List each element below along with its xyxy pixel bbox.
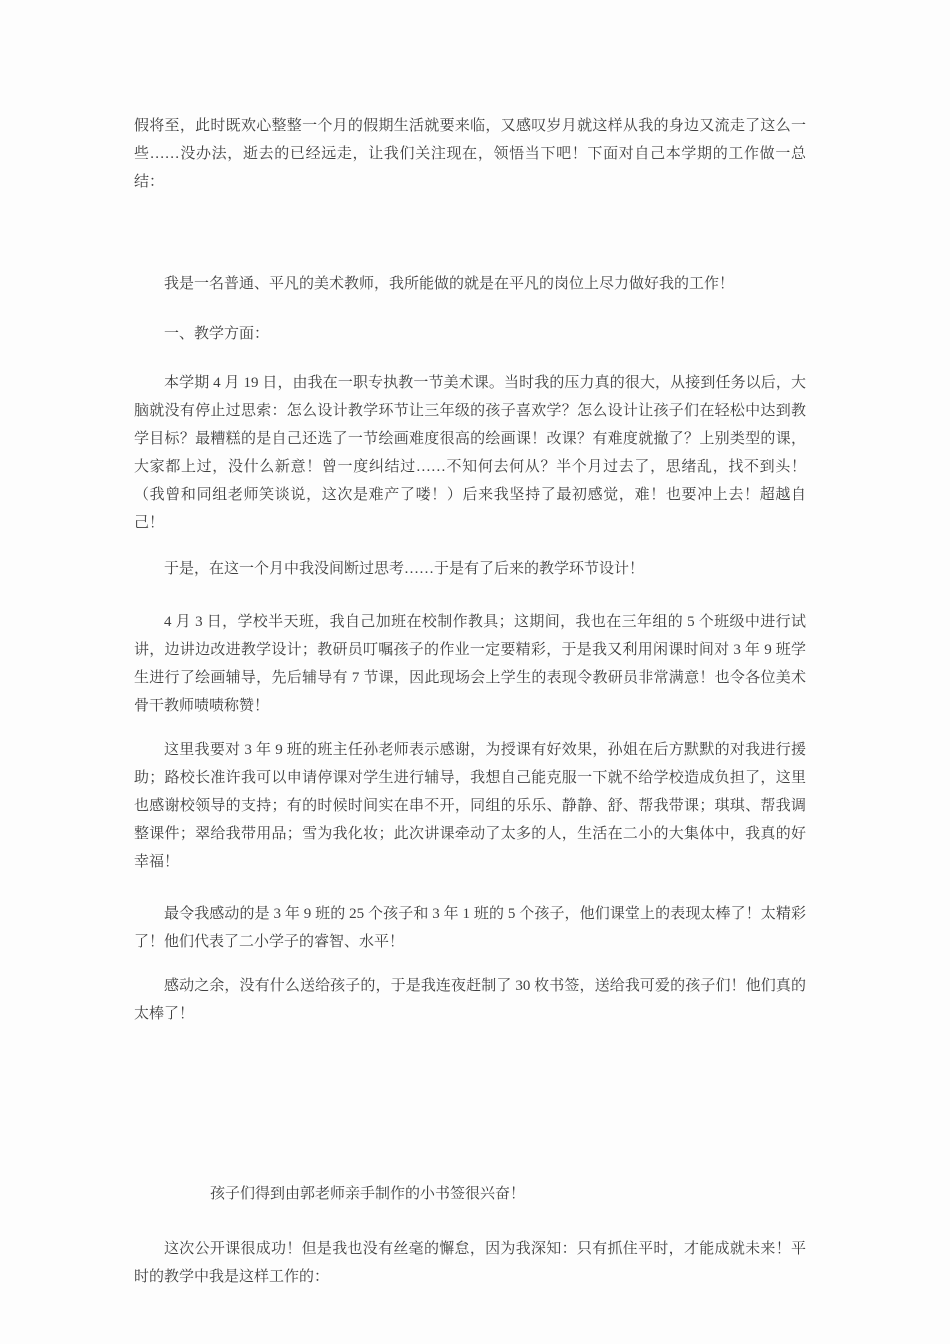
document-content [134,0,806,1291]
missing-image-placeholder [134,1028,806,1180]
paragraph-self-introduction: 我是一名普通、平凡的美术教师，我所能做的就是在平凡的岗位上尽力做好我的工作！ [164,276,735,292]
paragraph-open-class-preparation: 本学期 4 月 19 日，由我在一职专执教一节美术课。当时我的压力真的很大，从接到任务以后，大脑就没有停止过思索：怎么设计教学环节让三年级的孩子喜欢学？怎么设计让孩子们在轻松中达到教学目标？最糟糕的是自己还选了一节绘画难度很高的绘画课！改课？有难度就撤了？上别类型的课，大家都上过，没什么新意！曾一度纠结过……不知何去何从？半个月过去了，思绪乱，找不到头！（我曾和同组老师笑谈说，这次是难产了喽！）后来我坚持了最初感觉，难！也要冲上去！超越自己！ [134,375,806,531]
paragraph-thanks-to-colleagues: 这里我要对 3 年 9 班的班主任孙老师表示感谢，为授课有好效果，孙姐在后方默默的对我进行援助；路校长准许我可以申请停课对学生进行辅导，我想自己能克服一下就不给学校造成负担了，这里也感谢校领导的支持；有的时候时间实在串不开，同组的乐乐、静静、舒、帮我带课；琪琪、帮我调整课件；翠给我带用品；雪为我化妆；此次讲课牵动了太多的人，生活在二小的大集体中，我真的好幸福！ [134,742,806,870]
paragraph-intro-continuation: 假将至，此时既欢心整整一个月的假期生活就要来临，又感叹岁月就这样从我的身边又流走了这么一些……没办法，逝去的已经远走，让我们关注现在，领悟当下吧！下面对自己本学期的工作做一总结： [134,118,806,190]
section-heading-teaching: 一、教学方面： [164,326,270,342]
image-caption-bookmarks: 孩子们得到由郭老师亲手制作的小书签很兴奋！ [210,1186,526,1202]
paragraph-bookmarks-gift: 感动之余，没有什么送给孩子的，于是我连夜赶制了 30 枚书签，送给我可爱的孩子们！他们真的太棒了！ [134,978,806,1022]
paragraph-rehearsal-and-tutoring: 4 月 3 日，学校半天班，我自己加班在校制作教具；这期间，我也在三年组的 5 个班级中进行试讲，边讲边改进教学设计；教研员叮嘱孩子的作业一定要精彩，于是我又利用闲课时间对 3 年 9 班学生进行了绘画辅导，先后辅导有 7 节课，因此现场会上学生的表现令教研员非常满意！也令各位美术骨干教师啧啧称赞！ [134,614,806,714]
paragraph-daily-teaching-intro: 这次公开课很成功！但是我也没有丝毫的懈怠，因为我深知：只有抓住平时，才能成就未来！平时的教学中我是这样工作的： [134,1241,806,1285]
paragraph-students-performance: 最令我感动的是 3 年 9 班的 25 个孩子和 3 年 1 班的 5 个孩子，他们课堂上的表现太棒了！太精彩了！他们代表了二小学子的睿智、水平！ [134,906,806,950]
paragraph-month-of-thinking: 于是，在这一个月中我没间断过思考……于是有了后来的教学环节设计！ [164,561,645,577]
